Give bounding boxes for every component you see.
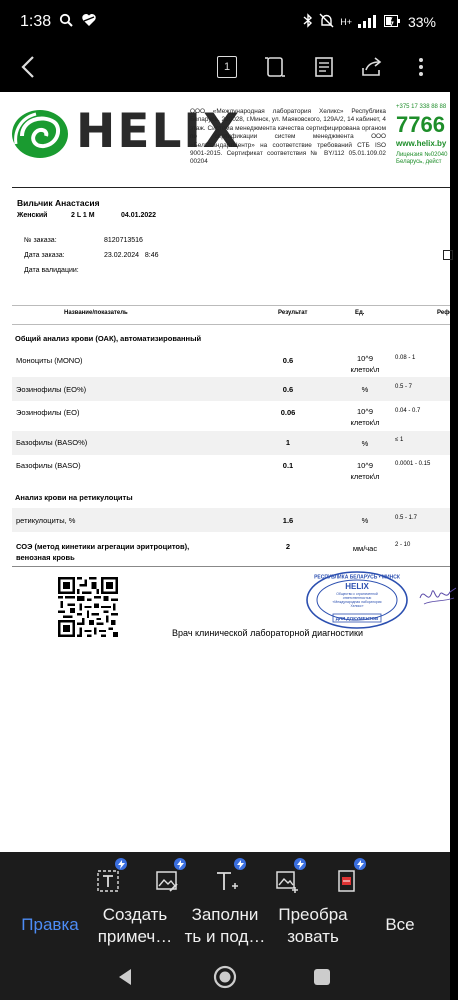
patient-birth-date: 04.01.2022 — [121, 212, 157, 219]
organize-pages-tool[interactable] — [330, 864, 364, 898]
row-unit: мм/час — [352, 544, 378, 553]
tab-convert-line2: зовать — [287, 927, 339, 946]
row-ref: 0.04 - 0.7 — [395, 408, 421, 414]
edit-image-icon — [155, 869, 179, 893]
row-ref: 2 - 10 — [395, 542, 411, 548]
stamp-line3: «Международная лаборатория — [332, 600, 382, 604]
table-row — [12, 456, 450, 484]
row-unit: 10^9 клеток\л — [350, 354, 380, 374]
validation-date-row — [24, 267, 104, 274]
bluetooth-icon — [303, 13, 313, 31]
chevron-left-icon — [20, 55, 38, 79]
tab-convert-line1: Преобра — [278, 905, 348, 924]
lightning-badge-icon — [294, 858, 306, 870]
row-value: 2 — [285, 542, 291, 551]
battery-percent: 33% — [407, 14, 436, 30]
table-bottom-divider — [12, 566, 450, 567]
alarm-off-icon — [319, 13, 334, 31]
qr-code-image — [58, 577, 118, 637]
add-image-icon — [275, 869, 299, 893]
col-ref-header: Рефе — [437, 310, 453, 316]
lightning-badge-icon — [234, 858, 246, 870]
soe-name-line2: венозная кровь — [16, 553, 75, 562]
nav-recents-button[interactable] — [309, 964, 335, 990]
status-time: 1:38 — [20, 13, 52, 30]
edit-text-tool[interactable] — [91, 864, 125, 898]
row-value: 0.6 — [282, 385, 294, 394]
patient-age: 2 L 1 M — [71, 212, 95, 219]
tab-comment-line2: примеч… — [97, 927, 173, 946]
contact-phone-small: +375 17 338 88 88 — [396, 104, 447, 110]
tab-edit[interactable] — [14, 914, 86, 936]
row-unit: 10^9 клеток\л — [350, 461, 380, 481]
more-options-button[interactable] — [406, 52, 436, 82]
section-title-reticulocytes: Анализ крови на ретикулоциты — [15, 493, 133, 502]
row-ref: 0.08 - 1 — [395, 355, 416, 361]
back-button[interactable] — [14, 52, 44, 82]
action-tool-icons — [0, 864, 450, 904]
text-view-button[interactable] — [309, 52, 339, 82]
validation-date-label: Дата валидации: — [24, 267, 79, 274]
more-vertical-icon — [418, 56, 424, 78]
tab-edit-label: Правка — [21, 915, 79, 934]
row-unit: 10^9 клеток\л — [350, 407, 380, 427]
action-bar — [0, 852, 450, 954]
row-ref: 0.0001 - 0.15 — [395, 461, 431, 467]
share-icon — [360, 56, 384, 78]
license-number: Лицензия №02040 — [396, 152, 448, 158]
col-unit-header: Ед. — [355, 310, 365, 316]
document-lines-icon — [314, 56, 334, 78]
lightning-badge-icon — [115, 858, 127, 870]
nav-back-button[interactable] — [112, 964, 138, 990]
heart-icon — [81, 13, 97, 32]
edit-text-icon — [96, 869, 120, 893]
edit-image-tool[interactable] — [150, 864, 184, 898]
patient-meta — [17, 212, 156, 219]
triangle-back-icon — [117, 968, 133, 986]
patient-sex: Женский — [17, 212, 48, 219]
order-number-label: № заказа: — [24, 237, 57, 244]
col-name-header: Название/показатель — [64, 310, 128, 316]
pdf-pages-icon — [335, 869, 359, 893]
lightning-badge-icon — [174, 858, 186, 870]
document-header — [0, 92, 450, 187]
system-navigation-bar — [0, 954, 450, 1000]
stamp-bottom-text: ДЛЯ ДОКУМЕНТОВ — [335, 616, 379, 621]
row-ref: 0.5 - 1.7 — [395, 515, 418, 521]
order-number-row — [24, 237, 143, 244]
lightning-badge-icon — [354, 858, 366, 870]
table-row — [12, 508, 450, 532]
contact-phone-short: 7766 — [396, 112, 445, 137]
section-title-cbc: Общий анализ крови (ОАК), автоматизированный — [15, 334, 202, 343]
row-name: Моноциты (MONO) — [16, 356, 83, 365]
row-unit: % — [361, 439, 369, 448]
stamp-top-text: РЕСПУБЛИКА БЕЛАРУСЬ • МИНСК — [314, 574, 400, 581]
checkbox-square — [443, 250, 453, 260]
page-outline-icon — [265, 56, 285, 78]
table-header — [12, 310, 453, 322]
signature-image — [418, 580, 458, 610]
battery-icon — [384, 15, 402, 30]
stamp-line1: Общество с ограниченной — [336, 592, 378, 596]
add-text-tool[interactable] — [210, 864, 244, 898]
order-date-label: Дата заказа: — [24, 252, 65, 259]
row-name: ретикулоциты, % — [16, 516, 76, 525]
tab-all-tools-label: Все — [385, 915, 415, 934]
row-unit: % — [361, 516, 369, 525]
status-bar — [0, 0, 450, 44]
row-value: 1 — [285, 438, 291, 447]
row-name: Эозинофилы (EO) — [16, 408, 80, 417]
viewer-toolbar — [0, 44, 450, 90]
tab-fill-sign-line1: Заполни — [191, 905, 259, 924]
table-row — [12, 402, 450, 430]
order-date-value: 23.02.2024 8:46 — [104, 252, 159, 259]
tab-all-tools[interactable] — [372, 914, 428, 936]
header-divider — [12, 187, 450, 188]
tab-fill-sign-line2: ть и под… — [184, 927, 266, 946]
square-recents-icon — [313, 968, 331, 986]
row-value: 0.1 — [282, 461, 294, 470]
row-ref: 0.5 - 7 — [395, 384, 413, 390]
row-name: Эозинофилы (EO%) — [16, 385, 87, 394]
table-row-soe — [12, 538, 450, 566]
stamp-brand: HELIX — [345, 582, 369, 591]
table-row — [12, 348, 450, 376]
order-number-value: 8120713516 — [104, 237, 143, 244]
helix-logo-text: HELIX — [76, 104, 242, 159]
row-value: 0.6 — [282, 356, 294, 365]
stamp-line2: ответственностью — [342, 596, 372, 600]
table-header-divider — [12, 324, 450, 325]
tab-comment-line1: Создать — [102, 905, 168, 924]
page-indicator-icon — [217, 56, 237, 78]
doctor-caption: Врач клинической лабораторной диагностики — [172, 628, 364, 638]
search-icon — [59, 13, 73, 32]
table-top-divider — [12, 305, 450, 306]
signal-icon — [358, 14, 378, 31]
page-indicator-button[interactable] — [212, 52, 242, 82]
patient-name: Вильчик Анастасия — [17, 198, 100, 208]
nav-home-button[interactable] — [212, 964, 238, 990]
page-number: 1 — [223, 61, 231, 73]
contact-website: www.helix.by — [396, 139, 447, 148]
row-name — [16, 541, 189, 563]
helix-logo-icon — [10, 102, 70, 162]
company-stamp-image — [305, 570, 409, 630]
license-note: Беларусь, дейст — [396, 159, 442, 165]
circle-home-icon — [213, 965, 237, 989]
tab-comment[interactable] — [94, 904, 176, 948]
order-date-row — [24, 252, 159, 259]
crop-page-button[interactable] — [260, 52, 290, 82]
tab-fill-sign[interactable] — [180, 904, 270, 948]
table-row — [12, 377, 450, 401]
network-type: H+ — [340, 17, 352, 27]
row-value: 0.06 — [280, 408, 296, 417]
row-name: Базофилы (BASO) — [16, 461, 81, 470]
row-ref: ≤ 1 — [395, 437, 404, 443]
row-unit: % — [361, 385, 369, 394]
stamp-line4: Хеликс» — [350, 604, 364, 608]
company-info: ООО «Международная лаборатория Хеликс» Республика Беларусь, 220028, г.Минск, ул. Маяковского, 129А/2, 14 кабинет, 4 этаж. Система менеджмента качества сертифицирована органом по сертификации систем менеджмента ООО «БелСтандартЦентр» на соответствие требований СТБ ISO 9001-2015. Сертификат соответствия № BY/112 05.01.109.02 00204 — [190, 108, 386, 166]
pdf-page[interactable] — [0, 92, 453, 852]
table-row — [12, 431, 450, 455]
col-result-header: Результат — [278, 310, 308, 316]
contacts-block — [396, 104, 456, 166]
add-image-tool[interactable] — [270, 864, 304, 898]
tab-convert[interactable] — [272, 904, 354, 948]
row-value: 1.6 — [282, 516, 294, 525]
add-text-icon — [214, 869, 240, 893]
action-tab-labels — [0, 904, 450, 950]
soe-name-line1: СОЭ (метод кинетики агрегации эритроцитов), — [16, 542, 190, 551]
row-name: Базофилы (BASO%) — [16, 438, 88, 447]
share-button[interactable] — [357, 52, 387, 82]
